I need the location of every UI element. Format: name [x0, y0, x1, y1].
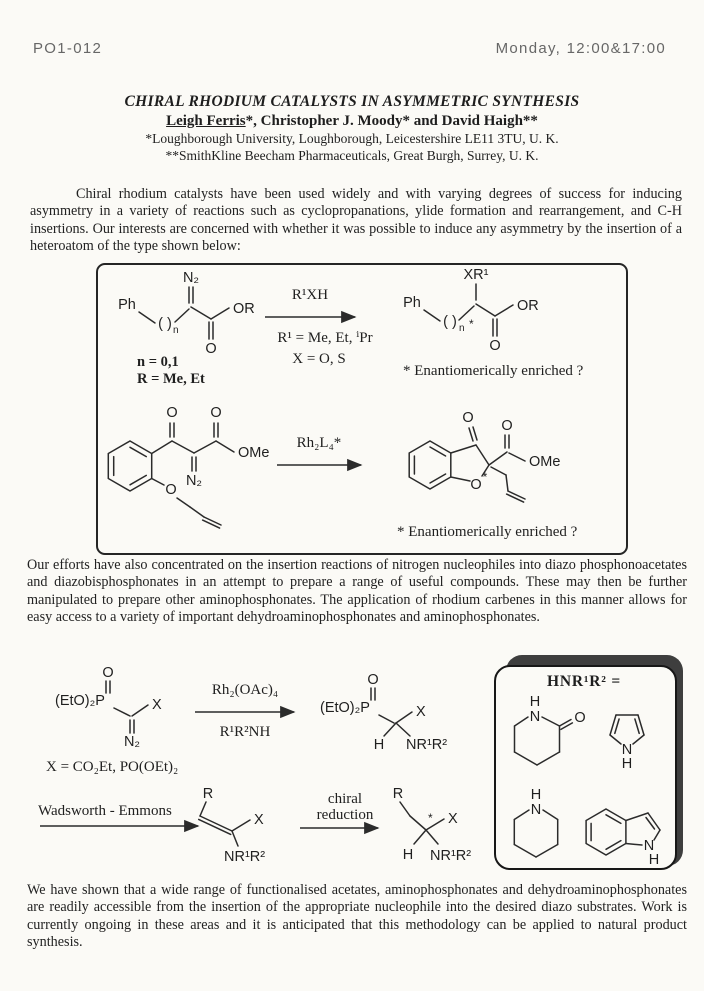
title-block	[0, 93, 704, 164]
authors-rest: *, Christopher J. Moody* and David Haigh**	[245, 113, 538, 129]
atom-h: H	[530, 787, 542, 803]
paragraph-closing: We have shown that a wide range of functionalised acetates, aminophosphonates and dehydroaminophosphonates are readily accessible from the insertion of the appropriate nucleophile into the desired diazo substrates. Work is currently ongoing in these areas and it is anticipated that this methodology can be applied to natural product synthesis.	[27, 882, 687, 950]
stereocenter-star: *	[469, 317, 474, 331]
scheme2-product-bonds	[409, 427, 525, 502]
lactam-bonds	[515, 717, 573, 765]
atom-o-ether: O	[165, 482, 177, 498]
atom-ph: Ph	[403, 295, 421, 311]
scheme4-wadsworth-emmons	[30, 783, 500, 878]
atom-n2: N₂	[182, 270, 200, 286]
atom-n: N	[621, 742, 633, 758]
piperidine-structure	[503, 784, 578, 864]
atom-o: O	[367, 672, 379, 688]
atom-ph: Ph	[118, 297, 136, 313]
atom-o: O	[210, 405, 222, 421]
enantio-caption: * Enantiomerically enriched ?	[403, 363, 584, 379]
condition-amine: R¹R²NH	[219, 724, 271, 740]
condition-x-list: X = O, S	[292, 351, 346, 367]
pyrrole-structure	[599, 701, 655, 773]
piperidinone-structure	[502, 692, 590, 776]
atom-or: OR	[233, 301, 255, 317]
atom-h: H	[402, 847, 414, 863]
affiliation-1: *Loughborough University, Loughborough, Leicestershire LE11 3TU, U. K.	[145, 131, 559, 146]
legend-r: R = Me, Et	[137, 371, 205, 387]
enantio-caption: * Enantiomerically enriched ?	[397, 524, 578, 540]
atom-nr1r2: NR¹R²	[430, 848, 472, 864]
atom-o: O	[166, 405, 178, 421]
enamine-bonds	[199, 802, 250, 846]
arrow2-label-line2: reduction	[316, 807, 374, 823]
amine-product-bonds	[400, 802, 444, 844]
amine-box-title: HNR¹R² =	[547, 673, 622, 690]
legend-n: n = 0,1	[137, 354, 179, 370]
scheme2-reactant-bonds	[108, 423, 234, 528]
arrow2-label-line1: chiral	[327, 791, 363, 807]
atom-n: N	[529, 709, 541, 725]
atom-o: O	[462, 410, 474, 426]
session-time: Monday, 12:00&17:00	[495, 40, 666, 57]
atom-h: H	[648, 852, 660, 868]
scheme3-nh-insertion	[30, 655, 500, 780]
chain-sub-n: n	[459, 323, 465, 334]
authors-line	[0, 113, 704, 130]
atom-h: H	[621, 756, 633, 772]
paragraph-intro: Chiral rhodium catalysts have been used widely and with varying degrees of success for inducing asymmetry in a variety of reactions such as cyclopropanations, ylide formation and rearrangement, and C-H insertions. Our interests are concerned with whether it was possible to induce any asymmetry by the insertion of a heteroatom of the type shown below:	[30, 186, 682, 254]
atom-x: X	[416, 704, 426, 720]
paragraph-middle: Our efforts have also concentrated on the insertion reactions of nitrogen nucleophiles into diazo phosphonoacetates and diazobisphosphonates in an attempt to prepare a range of useful compounds. These may then be further manipulated to prepare other aminophosphonates. The application of rhodium carbenes in this manner allows for easy access to a variety of important dehydroaminophosphonates and aminophosphonates.	[27, 557, 687, 625]
atom-x: X	[152, 697, 162, 713]
atom-r: R	[392, 786, 404, 802]
atom-h: H	[529, 694, 541, 710]
scheme1-insertion-reaction	[97, 265, 624, 397]
pyrrole-bonds	[610, 715, 644, 744]
atom-n2: N₂	[185, 473, 203, 489]
atom-ome: OMe	[238, 445, 270, 461]
atom-n2: N₂	[123, 734, 141, 750]
stereocenter-star: *	[482, 470, 488, 484]
atom-nr1r2: NR¹R²	[224, 849, 266, 865]
atom-nr1r2: NR¹R²	[406, 737, 448, 753]
x-definition: X = CO₂Et, PO(OEt)₂	[46, 759, 179, 775]
author-lead: Leigh Ferris	[166, 113, 246, 129]
atom-h: H	[373, 737, 385, 753]
atom-phosphonate: (EtO)₂P	[320, 700, 370, 716]
page-header	[33, 40, 666, 57]
atom-n: N	[530, 802, 542, 818]
atom-o: O	[102, 665, 114, 681]
scheme2-benzofuranone-reaction	[97, 395, 624, 553]
atom-or: OR	[517, 298, 539, 314]
condition-r1-list: R¹ = Me, Et, ⁱPr	[277, 330, 373, 346]
chain-parens: ( )	[443, 314, 457, 330]
condition-r1xh: R¹XH	[291, 287, 329, 303]
atom-o: O	[574, 710, 586, 726]
atom-o-ring: O	[470, 477, 482, 493]
atom-n: N	[643, 838, 655, 854]
stereocenter-star: *	[428, 811, 433, 825]
condition-rh2l4: Rh₂L₄*	[296, 435, 342, 451]
atom-xr1: XR¹	[463, 267, 489, 283]
scheme1-reactant-bonds	[139, 287, 229, 339]
condition-rh2oac4: Rh₂(OAc)₄	[211, 682, 279, 698]
atom-x: X	[448, 811, 458, 827]
atom-o: O	[501, 418, 513, 434]
indole-structure	[580, 798, 680, 866]
poster-number: PO1-012	[33, 40, 103, 57]
atom-r: R	[202, 786, 214, 802]
page-title: CHIRAL RHODIUM CATALYSTS IN ASYMMETRIC SYNTHESIS	[124, 93, 580, 110]
chain-sub-n: n	[173, 325, 179, 336]
arrow1-label: Wadsworth - Emmons	[38, 803, 172, 819]
atom-o: O	[205, 341, 217, 357]
chain-parens: ( )	[158, 316, 172, 332]
atom-phosphonate: (EtO)₂P	[55, 693, 105, 709]
atom-o: O	[489, 338, 501, 354]
affiliation-2: **SmithKline Beecham Pharmaceuticals, Great Burgh, Surrey, U. K.	[165, 148, 539, 163]
atom-ome: OMe	[529, 454, 561, 470]
scheme3-reactant-bonds	[106, 681, 148, 733]
atom-x: X	[254, 812, 264, 828]
scheme3-product-bonds	[371, 688, 412, 736]
